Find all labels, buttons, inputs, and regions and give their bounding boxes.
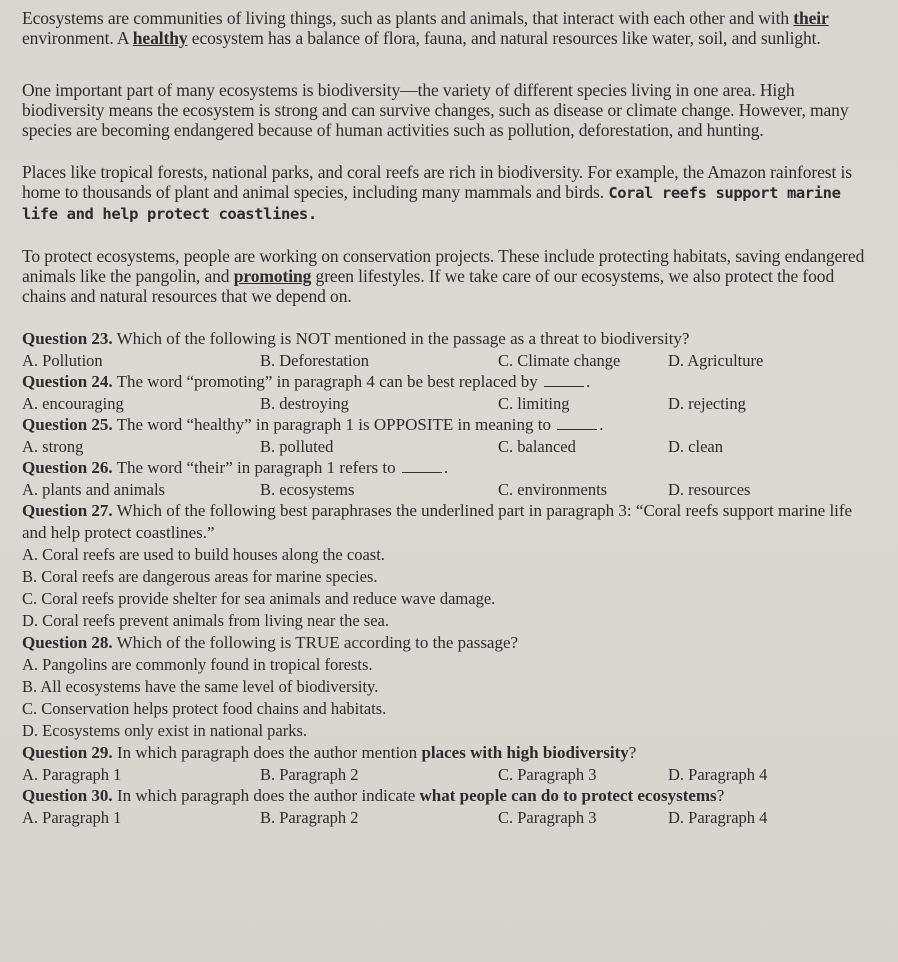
p3-text: Places like tropical forests, national parks, and coral reefs are rich in biodiversity. For example, the Amazon rainforest is home to thousands of plant and animal species, including many mammals and birds. [22,162,852,202]
option-b: B. polluted [260,437,334,456]
option-d: D. clean [668,437,723,456]
underlined-healthy: healthy [132,28,188,48]
question-label: Question 23. [22,329,113,348]
options-29 [22,764,880,785]
option-a: A. Paragraph 1 [22,765,122,784]
option-d: D. Agriculture [668,351,764,370]
option-a: A. Paragraph 1 [22,808,122,827]
option-b: B. Deforestation [260,351,370,370]
underlined-their: their [793,8,829,28]
option-b: B. Paragraph 2 [260,765,359,784]
option-c: C. Climate change [498,351,621,370]
options-26 [22,479,880,500]
option-d: D. rejecting [668,394,746,413]
question-28 [22,632,880,654]
option-d: D. resources [668,480,751,499]
question-label: Question 26. [22,458,113,477]
paragraph-2: One important part of many ecosystems is biodiversity—the variety of different species living in one area. High biodiversity means the ecosystem is strong and can survive changes, such as disease or climate change. However, many species are becoming endangered because of human activities such as pollution, deforestation, and hunting. [22,80,849,140]
question-26: Question 26. The word “their” in paragraph 1 refers to . [22,458,449,477]
option-a: A. strong [22,437,84,456]
question-label: Question 28. [22,633,113,652]
question-30 [22,785,880,807]
p3-highlighted-sentence: Coral reefs support marine life and help protect coastlines. [22,184,841,223]
option-a: A. Pollution [22,351,103,370]
question-text: ? [716,786,725,805]
question-24: Question 24. The word “promoting” in paragraph 4 can be best replaced by . [22,372,591,391]
question-label: Question 29. [22,743,113,762]
option-d: D. Paragraph 4 [668,765,768,784]
option-d: D. Coral reefs prevent animals from living near the sea. [22,611,389,630]
options-25 [22,436,880,457]
question-25: Question 25. The word “healthy” in paragraph 1 is OPPOSITE in meaning to . [22,415,604,434]
answer-blank [544,374,584,387]
option-a: A. Coral reefs are used to build houses along the coast. [22,545,385,564]
option-a: A. encouraging [22,394,124,413]
question-text: ? [628,743,637,762]
option-b: B. Coral reefs are dangerous areas for marine species. [22,567,378,586]
question-text: In which paragraph does the author mention [112,743,422,762]
p4-text: green lifestyles. If we take care of our ecosystems, we also protect the food chains and natural resources that we depend on. [22,266,835,306]
question-label: Question 27. [22,501,113,520]
options-23 [22,350,880,371]
option-d: D. Paragraph 4 [668,808,768,827]
question-23 [22,328,880,350]
option-b: B. All ecosystems have the same level of biodiversity. [22,677,379,696]
option-b: B. destroying [260,394,349,413]
option-a: A. plants and animals [22,480,165,499]
paragraph-1 [22,8,880,48]
option-c: C. Conservation helps protect food chains and habitats. [22,699,387,718]
option-c: C. Paragraph 3 [498,808,597,827]
p1-text: ecosystem has a balance of flora, fauna, and natural resources like water, soil, and sunlight. [187,28,821,48]
question-27 [22,500,880,544]
question-emphasis: what people can do to protect ecosystems [419,786,717,805]
option-b: B. ecosystems [260,480,355,499]
options-24 [22,393,880,414]
option-d: D. Ecosystems only exist in national parks. [22,721,308,740]
question-label: Question 30. [22,786,113,805]
question-text: Which of the following best paraphrases the underlined part in paragraph 3: “Coral reefs support marine life and help protect coastlines.” [22,501,853,542]
question-label: Question 25. [22,415,113,434]
question-text: Which of the following is NOT mentioned in the passage as a threat to biodiversity? [112,329,690,348]
question-text: In which paragraph does the author indicate [112,786,420,805]
question-emphasis: places with high biodiversity [421,743,629,762]
option-c: C. Paragraph 3 [498,765,597,784]
answer-blank [557,417,597,430]
question-text: The word “their” in paragraph 1 refers to [112,458,396,477]
p4-text: To protect ecosystems, people are working on conservation projects. These include protecting habitats, saving endangered animals like the pangolin, and [22,246,865,286]
question-text: The word “promoting” in paragraph 4 can be best replaced by [112,372,538,391]
option-a: A. Pangolins are commonly found in tropical forests. [22,655,373,674]
underlined-promoting: promoting [233,266,312,286]
p1-text: environment. A [22,28,133,48]
options-28 [22,654,880,742]
option-c: C. limiting [498,394,570,413]
option-c: C. balanced [498,437,576,456]
options-30 [22,807,880,828]
option-c: C. environments [498,480,608,499]
answer-blank [402,460,442,473]
option-b: B. Paragraph 2 [260,808,359,827]
options-27 [22,544,880,632]
paragraph-4 [22,246,880,306]
paragraph-3 [22,162,880,224]
option-c: C. Coral reefs provide shelter for sea animals and reduce wave damage. [22,589,496,608]
question-29 [22,742,880,764]
p1-text: Ecosystems are communities of living things, such as plants and animals, that interact with each other and with [22,8,794,28]
question-text: The word “healthy” in paragraph 1 is OPPOSITE in meaning to [112,415,551,434]
question-text: Which of the following is TRUE according to the passage? [112,633,519,652]
question-label: Question 24. [22,372,113,391]
